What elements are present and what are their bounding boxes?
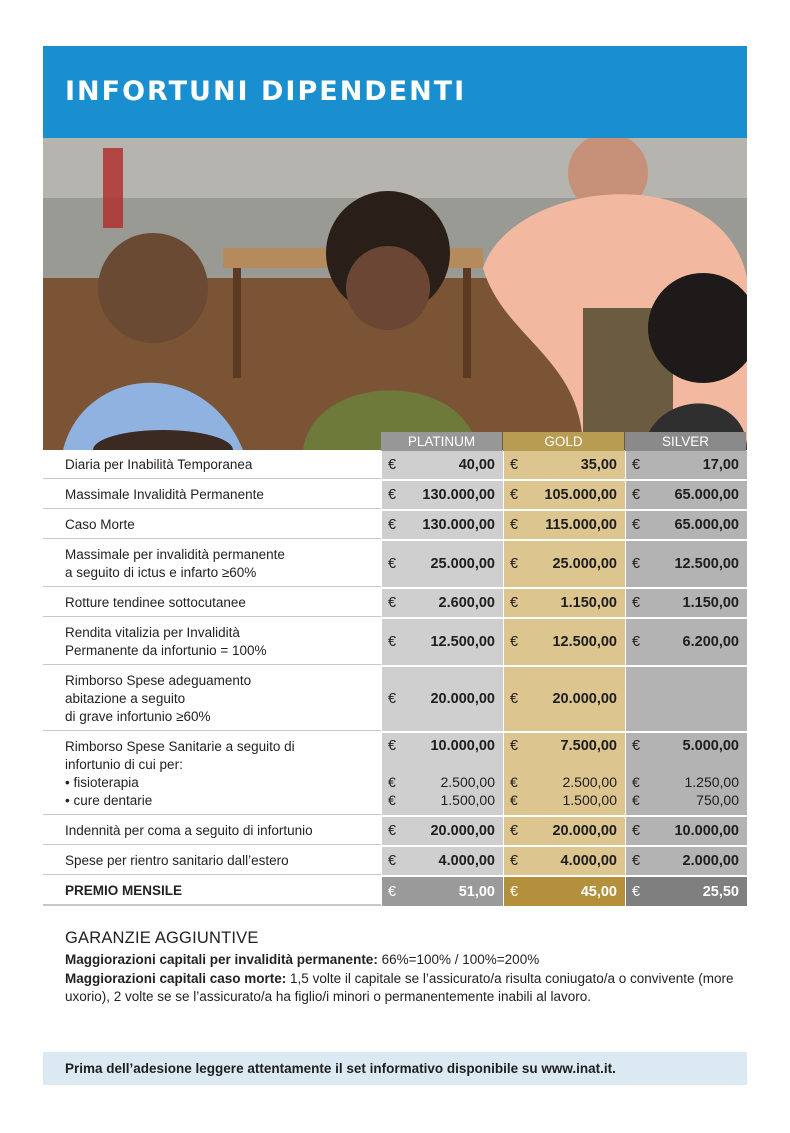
amount-value: 2.500,00 bbox=[562, 774, 617, 790]
amount-value: 130.000,00 bbox=[422, 487, 495, 503]
cell-gold bbox=[504, 847, 625, 875]
currency-symbol: € bbox=[388, 883, 397, 900]
spacer bbox=[388, 755, 495, 773]
row-label bbox=[43, 847, 381, 875]
row-label bbox=[43, 511, 381, 539]
sub-amount bbox=[510, 791, 617, 809]
cell-platinum bbox=[382, 541, 503, 587]
currency-symbol: € bbox=[632, 883, 641, 900]
currency-symbol: € bbox=[388, 823, 397, 839]
amount-value: 20.000,00 bbox=[430, 823, 495, 839]
currency-symbol: € bbox=[510, 457, 519, 473]
currency-symbol: € bbox=[510, 774, 518, 790]
cell-platinum bbox=[382, 589, 503, 617]
sub-amount bbox=[632, 791, 739, 809]
amount-value: 17,00 bbox=[702, 457, 739, 473]
row-label bbox=[43, 619, 381, 665]
cell-platinum bbox=[382, 481, 503, 509]
amount-value: 12.500,00 bbox=[430, 634, 495, 650]
spacer bbox=[632, 755, 739, 773]
currency-symbol: € bbox=[510, 634, 519, 650]
currency-symbol: € bbox=[388, 487, 397, 503]
amount bbox=[388, 516, 495, 534]
page-title: INFORTUNI DIPENDENTI bbox=[65, 76, 467, 107]
table-row bbox=[43, 541, 747, 589]
amount bbox=[388, 737, 495, 755]
garanzie-invalidita-label: Maggiorazioni capitali per invalidità permanente: bbox=[65, 952, 378, 967]
cell-silver bbox=[626, 667, 747, 731]
currency-symbol: € bbox=[388, 517, 397, 533]
currency-symbol: € bbox=[632, 792, 640, 808]
premium-cell-silver bbox=[626, 877, 747, 906]
row-label-line: Rendita vitalizia per Invalidità bbox=[65, 625, 240, 640]
amount bbox=[510, 883, 617, 901]
currency-symbol: € bbox=[388, 595, 397, 611]
garanzie-title: GARANZIE AGGIUNTIVE bbox=[65, 929, 259, 947]
amount-value: 2.500,00 bbox=[440, 774, 495, 790]
sub-amount bbox=[388, 773, 495, 791]
amount bbox=[510, 633, 617, 651]
footer-note bbox=[43, 1052, 747, 1085]
currency-symbol: € bbox=[632, 595, 641, 611]
row-label-line: a seguito di ictus e infarto ≥60% bbox=[65, 565, 257, 580]
plan-headers bbox=[381, 432, 746, 451]
cell-gold bbox=[504, 541, 625, 587]
amount-value: 20.000,00 bbox=[430, 691, 495, 707]
table-row bbox=[43, 619, 747, 667]
amount bbox=[510, 456, 617, 474]
amount-value: 7.500,00 bbox=[560, 738, 617, 754]
amount-value: 12.500,00 bbox=[552, 634, 617, 650]
currency-symbol: € bbox=[388, 853, 397, 869]
cell-gold bbox=[504, 733, 625, 815]
amount bbox=[510, 852, 617, 870]
currency-symbol: € bbox=[510, 792, 518, 808]
row-label-line: abitazione a seguito bbox=[65, 691, 186, 706]
row-label-line: Diaria per Inabilità Temporanea bbox=[65, 457, 253, 472]
amount bbox=[632, 456, 739, 474]
cell-silver bbox=[626, 619, 747, 665]
row-label-line: Rimborso Spese adeguamento bbox=[65, 673, 252, 688]
sub-amount bbox=[632, 773, 739, 791]
currency-symbol: € bbox=[388, 774, 396, 790]
amount bbox=[388, 456, 495, 474]
cell-platinum bbox=[382, 619, 503, 665]
currency-symbol: € bbox=[510, 487, 519, 503]
amount bbox=[632, 633, 739, 651]
amount-value: 40,00 bbox=[458, 457, 495, 473]
cell-gold bbox=[504, 667, 625, 731]
currency-symbol: € bbox=[388, 457, 397, 473]
currency-symbol: € bbox=[510, 517, 519, 533]
amount bbox=[388, 822, 495, 840]
currency-symbol: € bbox=[632, 774, 640, 790]
row-label-line: Massimale per invalidità permanente bbox=[65, 547, 285, 562]
row-label-line: infortunio di cui per: bbox=[65, 757, 183, 772]
plan-header-gold: GOLD bbox=[503, 432, 624, 451]
plan-header-platinum: PLATINUM bbox=[381, 432, 502, 451]
currency-symbol: € bbox=[510, 823, 519, 839]
row-label bbox=[43, 451, 381, 479]
header-banner bbox=[43, 46, 747, 138]
amount-value: 6.200,00 bbox=[682, 634, 739, 650]
cell-platinum bbox=[382, 817, 503, 845]
row-label-line: Rimborso Spese Sanitarie a seguito di bbox=[65, 739, 295, 754]
currency-symbol: € bbox=[632, 556, 641, 572]
amount-value: 20.000,00 bbox=[552, 823, 617, 839]
amount bbox=[632, 852, 739, 870]
cell-silver bbox=[626, 817, 747, 845]
amount-value: 12.500,00 bbox=[674, 556, 739, 572]
amount-value: 25,50 bbox=[702, 883, 739, 900]
amount bbox=[510, 486, 617, 504]
row-label bbox=[43, 667, 381, 731]
plan-header-silver: SILVER bbox=[625, 432, 746, 451]
currency-symbol: € bbox=[388, 792, 396, 808]
row-label bbox=[43, 541, 381, 587]
table-row bbox=[43, 667, 747, 733]
premium-cell-gold bbox=[504, 877, 625, 906]
amount-value: 750,00 bbox=[696, 792, 739, 808]
currency-symbol: € bbox=[510, 883, 519, 900]
cell-gold bbox=[504, 481, 625, 509]
amount bbox=[510, 822, 617, 840]
amount-value: 10.000,00 bbox=[674, 823, 739, 839]
amount bbox=[632, 555, 739, 573]
table-row bbox=[43, 481, 747, 511]
currency-symbol: € bbox=[632, 738, 641, 754]
currency-symbol: € bbox=[510, 738, 519, 754]
amount bbox=[632, 822, 739, 840]
amount-value: 1.500,00 bbox=[562, 792, 617, 808]
row-label bbox=[43, 589, 381, 617]
currency-symbol: € bbox=[632, 823, 641, 839]
cell-silver bbox=[626, 733, 747, 815]
amount bbox=[632, 486, 739, 504]
amount-value: 1.250,00 bbox=[684, 774, 739, 790]
amount bbox=[388, 690, 495, 708]
amount-value: 105.000,00 bbox=[544, 487, 617, 503]
amount bbox=[510, 555, 617, 573]
amount bbox=[632, 594, 739, 612]
currency-symbol: € bbox=[510, 556, 519, 572]
amount-value: 130.000,00 bbox=[422, 517, 495, 533]
cell-platinum bbox=[382, 667, 503, 731]
row-label bbox=[43, 733, 381, 815]
currency-symbol: € bbox=[510, 595, 519, 611]
amount-value: 2.000,00 bbox=[682, 853, 739, 869]
currency-symbol: € bbox=[632, 634, 641, 650]
table-row bbox=[43, 451, 747, 481]
garanzie-invalidita bbox=[65, 951, 745, 970]
amount-value: 2.600,00 bbox=[438, 595, 495, 611]
cell-platinum bbox=[382, 451, 503, 479]
cell-gold bbox=[504, 451, 625, 479]
amount bbox=[510, 737, 617, 755]
spacer bbox=[510, 755, 617, 773]
table-row bbox=[43, 847, 747, 877]
amount-value: 4.000,00 bbox=[438, 853, 495, 869]
premium-label: PREMIO MENSILE bbox=[43, 877, 381, 906]
amount-value: 10.000,00 bbox=[430, 738, 495, 754]
amount-value: 115.000,00 bbox=[545, 517, 617, 533]
currency-symbol: € bbox=[388, 556, 397, 572]
table-row bbox=[43, 511, 747, 541]
cell-platinum bbox=[382, 511, 503, 539]
amount-value: 4.000,00 bbox=[560, 853, 617, 869]
garanzie-morte bbox=[65, 970, 745, 1007]
cell-silver bbox=[626, 511, 747, 539]
cell-silver bbox=[626, 541, 747, 587]
amount bbox=[388, 633, 495, 651]
row-label-line: Spese per rientro sanitario dall’estero bbox=[65, 853, 289, 868]
currency-symbol: € bbox=[510, 853, 519, 869]
coverage-table bbox=[43, 451, 747, 908]
currency-symbol: € bbox=[632, 457, 641, 473]
amount-value: 1.150,00 bbox=[560, 595, 617, 611]
cell-platinum bbox=[382, 847, 503, 875]
row-label-line: Massimale Invalidità Permanente bbox=[65, 487, 264, 502]
table-row bbox=[43, 733, 747, 817]
amount-value: 1.500,00 bbox=[440, 792, 495, 808]
amount bbox=[632, 883, 739, 901]
cell-silver bbox=[626, 589, 747, 617]
amount-value: 25.000,00 bbox=[552, 556, 617, 572]
row-label-line: • fisioterapia bbox=[65, 775, 139, 790]
garanzie-morte-text: 1,5 volte il capitale se l’assicurato/a risulta coniugato/a o convivente (more uxorio), 2 volte se se l’assicurato/a ha figlio/i minori o permanentemente inabili al lavoro. bbox=[65, 970, 734, 1004]
amount bbox=[632, 737, 739, 755]
amount-value: 65.000,00 bbox=[674, 517, 739, 533]
premium-cell-platinum bbox=[382, 877, 503, 906]
cell-gold bbox=[504, 589, 625, 617]
cell-silver bbox=[626, 847, 747, 875]
currency-symbol: € bbox=[632, 487, 641, 503]
amount bbox=[388, 883, 495, 901]
cell-silver bbox=[626, 451, 747, 479]
currency-symbol: € bbox=[388, 738, 397, 754]
amount-value: 25.000,00 bbox=[430, 556, 495, 572]
amount bbox=[510, 594, 617, 612]
amount bbox=[632, 516, 739, 534]
cell-gold bbox=[504, 817, 625, 845]
amount-value: 5.000,00 bbox=[682, 738, 739, 754]
garanzie-section bbox=[65, 929, 745, 1007]
table-row bbox=[43, 589, 747, 619]
amount-value: 45,00 bbox=[580, 883, 617, 900]
amount bbox=[510, 690, 617, 708]
garanzie-morte-label: Maggiorazioni capitali caso morte: bbox=[65, 970, 287, 986]
amount-value: 65.000,00 bbox=[674, 487, 739, 503]
sub-amount bbox=[510, 773, 617, 791]
currency-symbol: € bbox=[632, 517, 641, 533]
row-label-line: Rotture tendinee sottocutanee bbox=[65, 595, 246, 610]
row-label bbox=[43, 481, 381, 509]
cell-gold bbox=[504, 619, 625, 665]
premium-row bbox=[43, 877, 747, 908]
row-label-line: di grave infortunio ≥60% bbox=[65, 709, 211, 724]
cell-gold bbox=[504, 511, 625, 539]
amount-value: 1.150,00 bbox=[682, 595, 739, 611]
currency-symbol: € bbox=[632, 853, 641, 869]
cell-platinum bbox=[382, 733, 503, 815]
footer-text: Prima dell’adesione leggere attentamente il set informativo disponibile su www.inat.it. bbox=[65, 1061, 616, 1076]
row-label-line: Caso Morte bbox=[65, 517, 135, 532]
amount-value: 51,00 bbox=[458, 883, 495, 900]
garanzie-invalidita-text: 66%=100% / 100%=200% bbox=[377, 952, 540, 967]
currency-symbol: € bbox=[510, 691, 519, 707]
amount bbox=[510, 516, 617, 534]
amount bbox=[388, 486, 495, 504]
row-label-line: Permanente da infortunio = 100% bbox=[65, 643, 267, 658]
row-label-line: • cure dentarie bbox=[65, 793, 153, 808]
sub-amount bbox=[388, 791, 495, 809]
amount bbox=[388, 852, 495, 870]
table-row bbox=[43, 817, 747, 847]
amount-value: 20.000,00 bbox=[552, 691, 617, 707]
row-label bbox=[43, 817, 381, 845]
row-label-line: Indennità per coma a seguito di infortunio bbox=[65, 823, 313, 838]
office-team-photo bbox=[43, 138, 747, 450]
amount-value: 35,00 bbox=[580, 457, 617, 473]
amount bbox=[388, 594, 495, 612]
amount bbox=[388, 555, 495, 573]
currency-symbol: € bbox=[388, 634, 397, 650]
cell-silver bbox=[626, 481, 747, 509]
currency-symbol: € bbox=[388, 691, 397, 707]
